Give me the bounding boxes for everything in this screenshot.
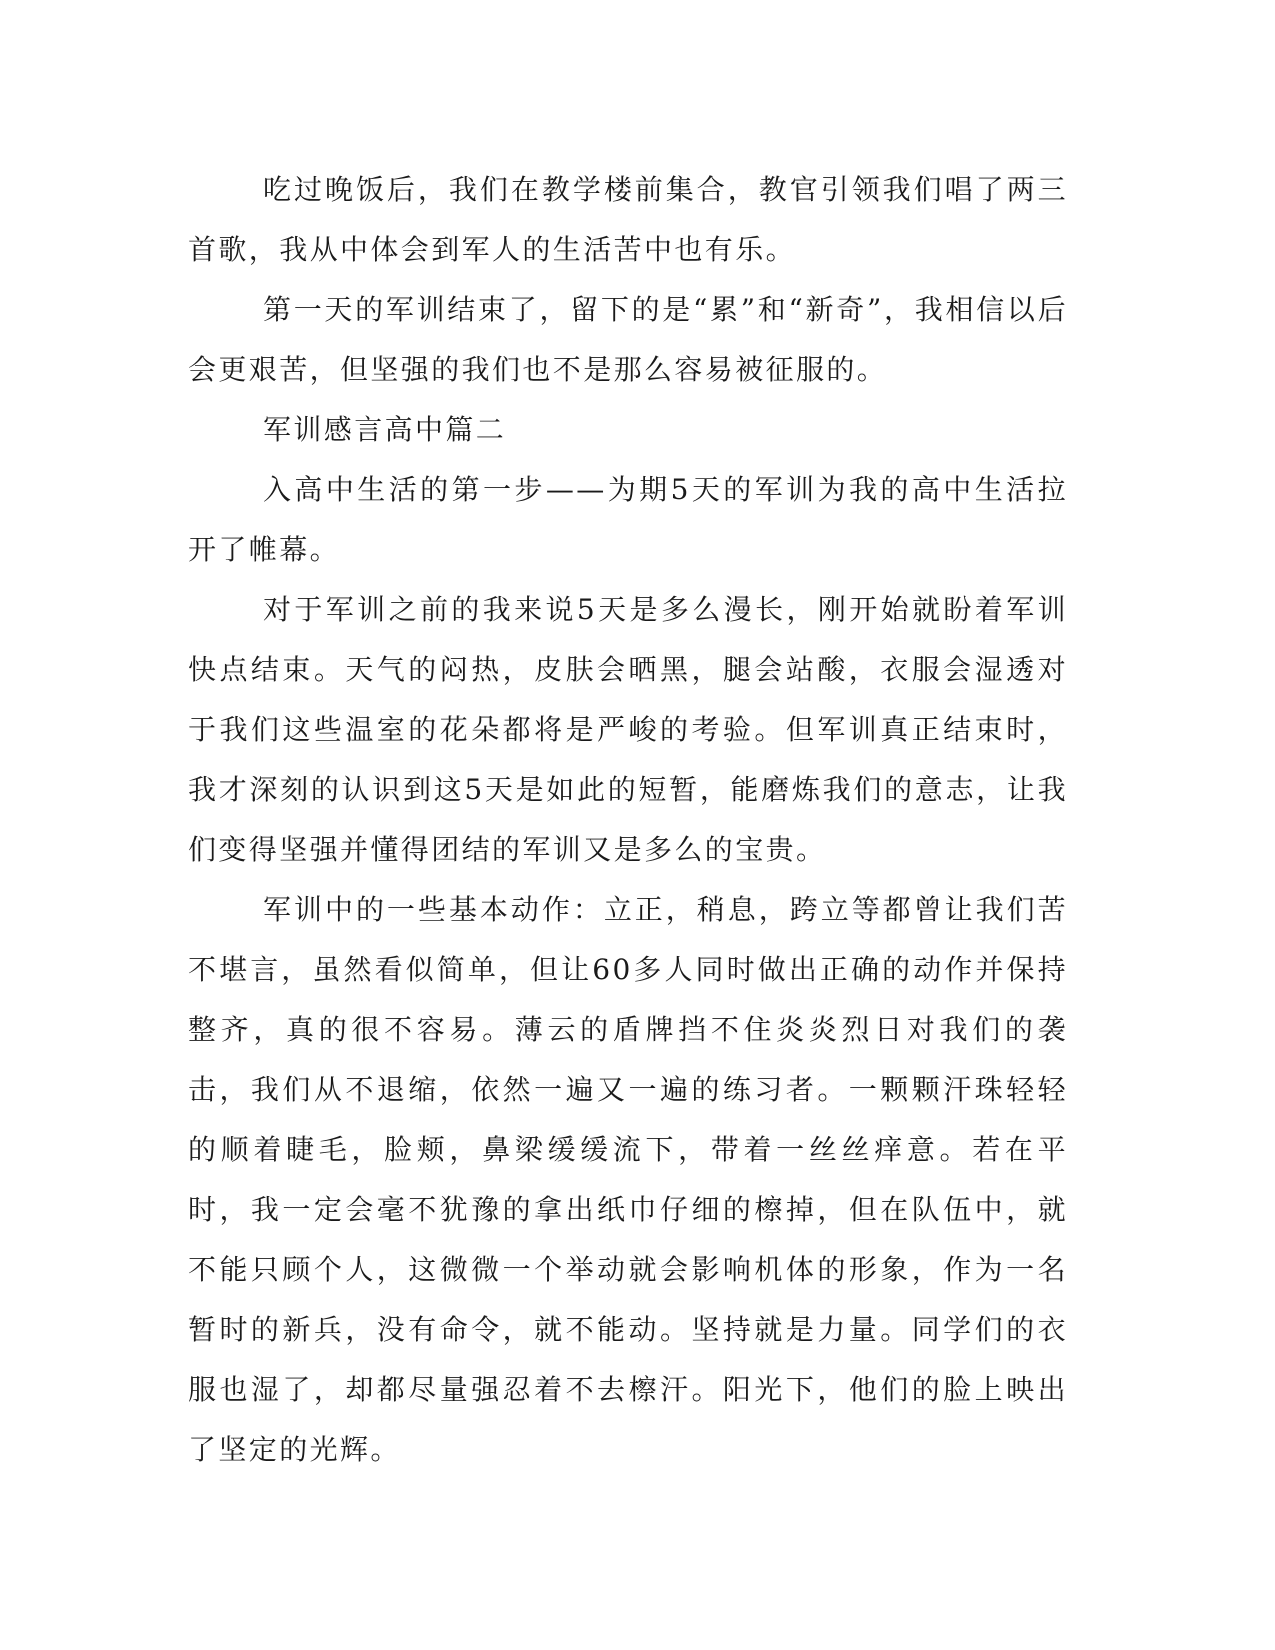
paragraph: 入高中生活的第一步——为期5天的军训为我的高中生活拉开了帷幕。 xyxy=(188,473,1068,566)
paragraph: 对于军训之前的我来说5天是多么漫长，刚开始就盼着军训快点结束。天气的闷热，皮肤会晒黑，腿会站酸，衣服会湿透对于我们这些温室的花朵都将是严峻的考验。但军训真正结束时，我才深刻的认识到这5天是如此的短暂，能磨炼我们的意志，让我们变得坚强并懂得团结的军训又是多么的宝贵。 xyxy=(188,593,1068,866)
paragraph: 第一天的军训结束了，留下的是“累”和“新奇”，我相信以后会更艰苦，但坚强的我们也不是那么容易被征服的。 xyxy=(188,293,1068,386)
section-heading: 军训感言高中篇二 xyxy=(263,413,507,446)
paragraph: 吃过晚饭后，我们在教学楼前集合，教官引领我们唱了两三首歌，我从中体会到军人的生活苦中也有乐。 xyxy=(188,173,1068,266)
document-body xyxy=(188,160,1068,1480)
paragraph: 军训中的一些基本动作：立正，稍息，跨立等都曾让我们苦不堪言，虽然看似简单，但让60多人同时做出正确的动作并保持整齐，真的很不容易。薄云的盾牌挡不住炎炎烈日对我们的袭击，我们从不退缩，依然一遍又一遍的练习者。一颗颗汗珠轻轻的顺着睫毛，脸颊，鼻梁缓缓流下，带着一丝丝痒意。若在平时，我一定会毫不犹豫的拿出纸巾仔细的檫掉，但在队伍中，就不能只顾个人，这微微一个举动就会影响机体的形象，作为一名暂时的新兵，没有命令，就不能动。坚持就是力量。同学们的衣服也湿了，却都尽量强忍着不去檫汗。阳光下，他们的脸上映出了坚定的光辉。 xyxy=(188,893,1068,1466)
